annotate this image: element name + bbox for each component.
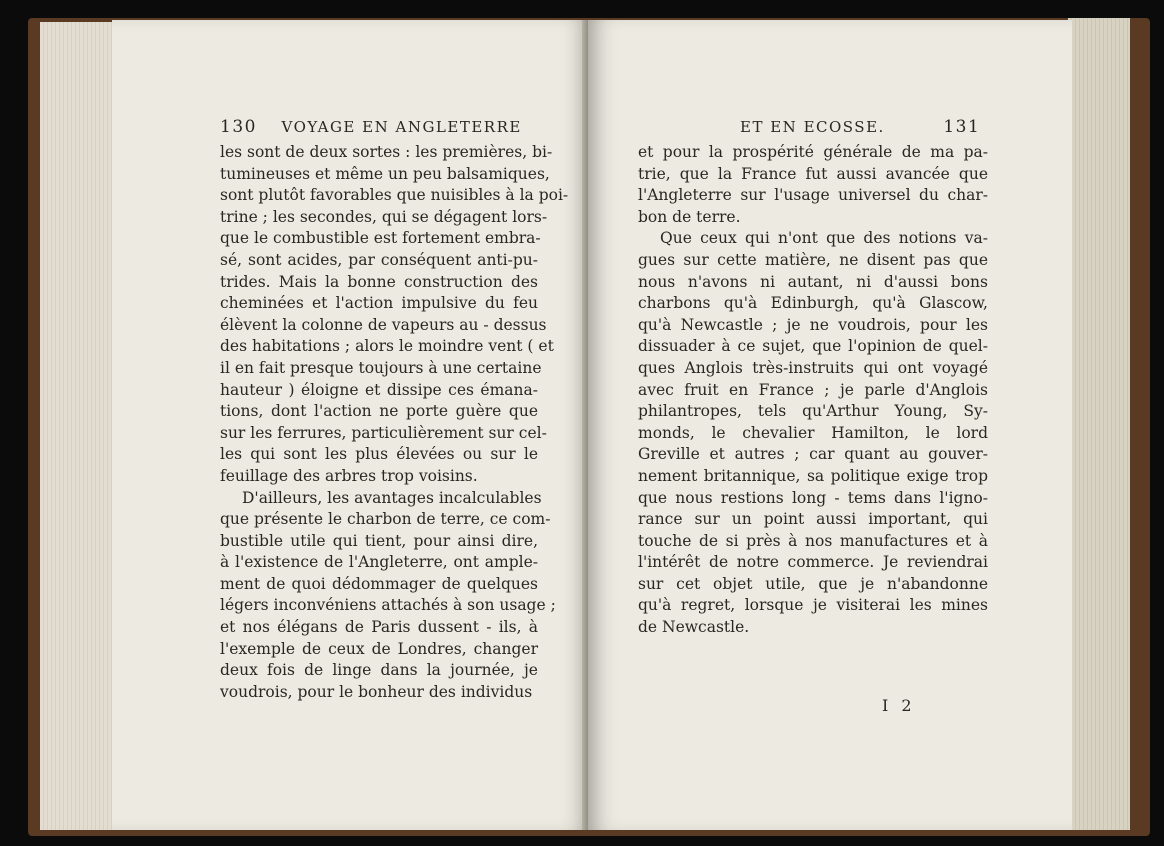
right-text-line: avec fruit en France ; je parle d'Anglois: [638, 380, 988, 399]
left-text-line: sont plutôt favorables que nuisibles à la poi-: [220, 186, 569, 205]
left-text-line: bustible utile qui tient, pour ainsi dire,: [220, 531, 538, 550]
left-text-line: il en fait presque toujours à une certaine: [220, 358, 542, 377]
left-text-line: feuillage des arbres trop voisins.: [220, 466, 478, 485]
signature-mark: I 2: [882, 696, 916, 715]
right-text-line: sur cet objet utile, que je n'abandonne: [638, 574, 988, 593]
left-running-head: [220, 117, 520, 141]
left-page-edges: [40, 22, 120, 830]
left-text-line: cheminées et l'action impulsive du feu: [220, 294, 538, 313]
left-text-line: que présente le charbon de terre, ce com-: [220, 510, 551, 529]
left-text-line: élèvent la colonne de vapeurs au - dessus: [220, 315, 547, 334]
left-text-line: des habitations ; alors le moindre vent ( et: [220, 337, 554, 356]
right-text-line: touche de si près à nos manufactures et à: [638, 531, 988, 550]
left-text-line: que le combustible est fortement embra-: [220, 229, 541, 248]
right-page-edges: [1068, 18, 1130, 830]
right-body-text: [638, 142, 988, 639]
right-text-line: et pour la prospérité générale de ma pa-: [638, 143, 988, 161]
left-text-line: sé, sont acides, par conséquent anti-pu-: [220, 250, 538, 269]
right-text-line: ques Anglois très-instruits qui ont voyagé: [638, 358, 988, 377]
left-text-line: tions, dont l'action ne porte guère que: [220, 402, 538, 421]
right-text-line: l'intérêt de notre commerce. Je reviendrai: [638, 553, 988, 572]
left-body-text: [220, 142, 569, 703]
right-text-line: philantropes, tels qu'Arthur Young, Sy-: [638, 402, 988, 421]
left-text-line: voudrois, pour le bonheur des individus: [220, 682, 533, 701]
left-text-line: l'exemple de ceux de Londres, changer: [220, 639, 538, 658]
right-text-line: qu'à Newcastle ; je ne voudrois, pour les: [638, 315, 988, 334]
right-running-title: ET EN ECOSSE.: [740, 118, 885, 136]
left-text-line: et nos élégans de Paris dussent - ils, à: [220, 618, 538, 637]
left-text-line: tumineuses et même un peu balsamiques,: [220, 164, 550, 183]
left-text-line: les qui sont les plus élevées ou sur le: [220, 445, 538, 464]
left-text-line: deux fois de linge dans la journée, je: [220, 661, 538, 680]
right-running-head: [740, 117, 1040, 141]
left-text-line: les sont de deux sortes : les premières, bi-: [220, 143, 553, 161]
right-page: [588, 20, 1072, 830]
left-text-line: trides. Mais la bonne construction des: [220, 272, 538, 291]
right-text-line: nous n'avons ni autant, ni d'aussi bons: [638, 272, 988, 291]
left-text-line: sur les ferrures, particulièrement sur cel-: [220, 423, 547, 442]
left-running-title: VOYAGE EN ANGLETERRE: [281, 118, 522, 136]
left-page: [112, 20, 590, 830]
right-text-line: Greville et autres ; car quant au gouver-: [638, 445, 988, 464]
left-text-line: D'ailleurs, les avantages incalculables: [242, 488, 542, 507]
left-text-line: ment de quoi dédommager de quelques: [220, 574, 538, 593]
right-text-line: gues sur cette matière, ne disent pas que: [638, 250, 988, 269]
right-text-line: bon de terre.: [638, 207, 741, 226]
right-text-line: charbons qu'à Edinburgh, qu'à Glascow,: [638, 294, 988, 313]
right-text-line: l'Angleterre sur l'usage universel du char-: [638, 186, 988, 205]
right-text-line: nement britannique, sa politique exige trop: [638, 466, 988, 485]
right-text-line: rance sur un point aussi important, qui: [638, 510, 988, 529]
right-text-line: dissuader à ce sujet, que l'opinion de quel-: [638, 337, 988, 356]
left-text-line: à l'existence de l'Angleterre, ont ample-: [220, 553, 538, 572]
right-text-line: monds, le chevalier Hamilton, le lord: [638, 423, 988, 442]
left-page-number: 130: [220, 117, 257, 137]
left-text-line: légers inconvéniens attachés à son usage ;: [220, 596, 556, 615]
right-page-number: 131: [943, 117, 981, 137]
left-text-line: hauteur ) éloigne et dissipe ces émana-: [220, 380, 538, 399]
right-text-line: qu'à regret, lorsque je visiterai les mines: [638, 596, 988, 615]
right-text-line: de Newcastle.: [638, 618, 750, 637]
right-text-line: que nous restions long - tems dans l'igno-: [638, 488, 988, 507]
left-text-line: trine ; les secondes, qui se dégagent lors-: [220, 207, 548, 226]
right-text-line: Que ceux qui n'ont que des notions va-: [660, 229, 988, 248]
right-text-line: trie, que la France fut aussi avancée que: [638, 164, 988, 183]
